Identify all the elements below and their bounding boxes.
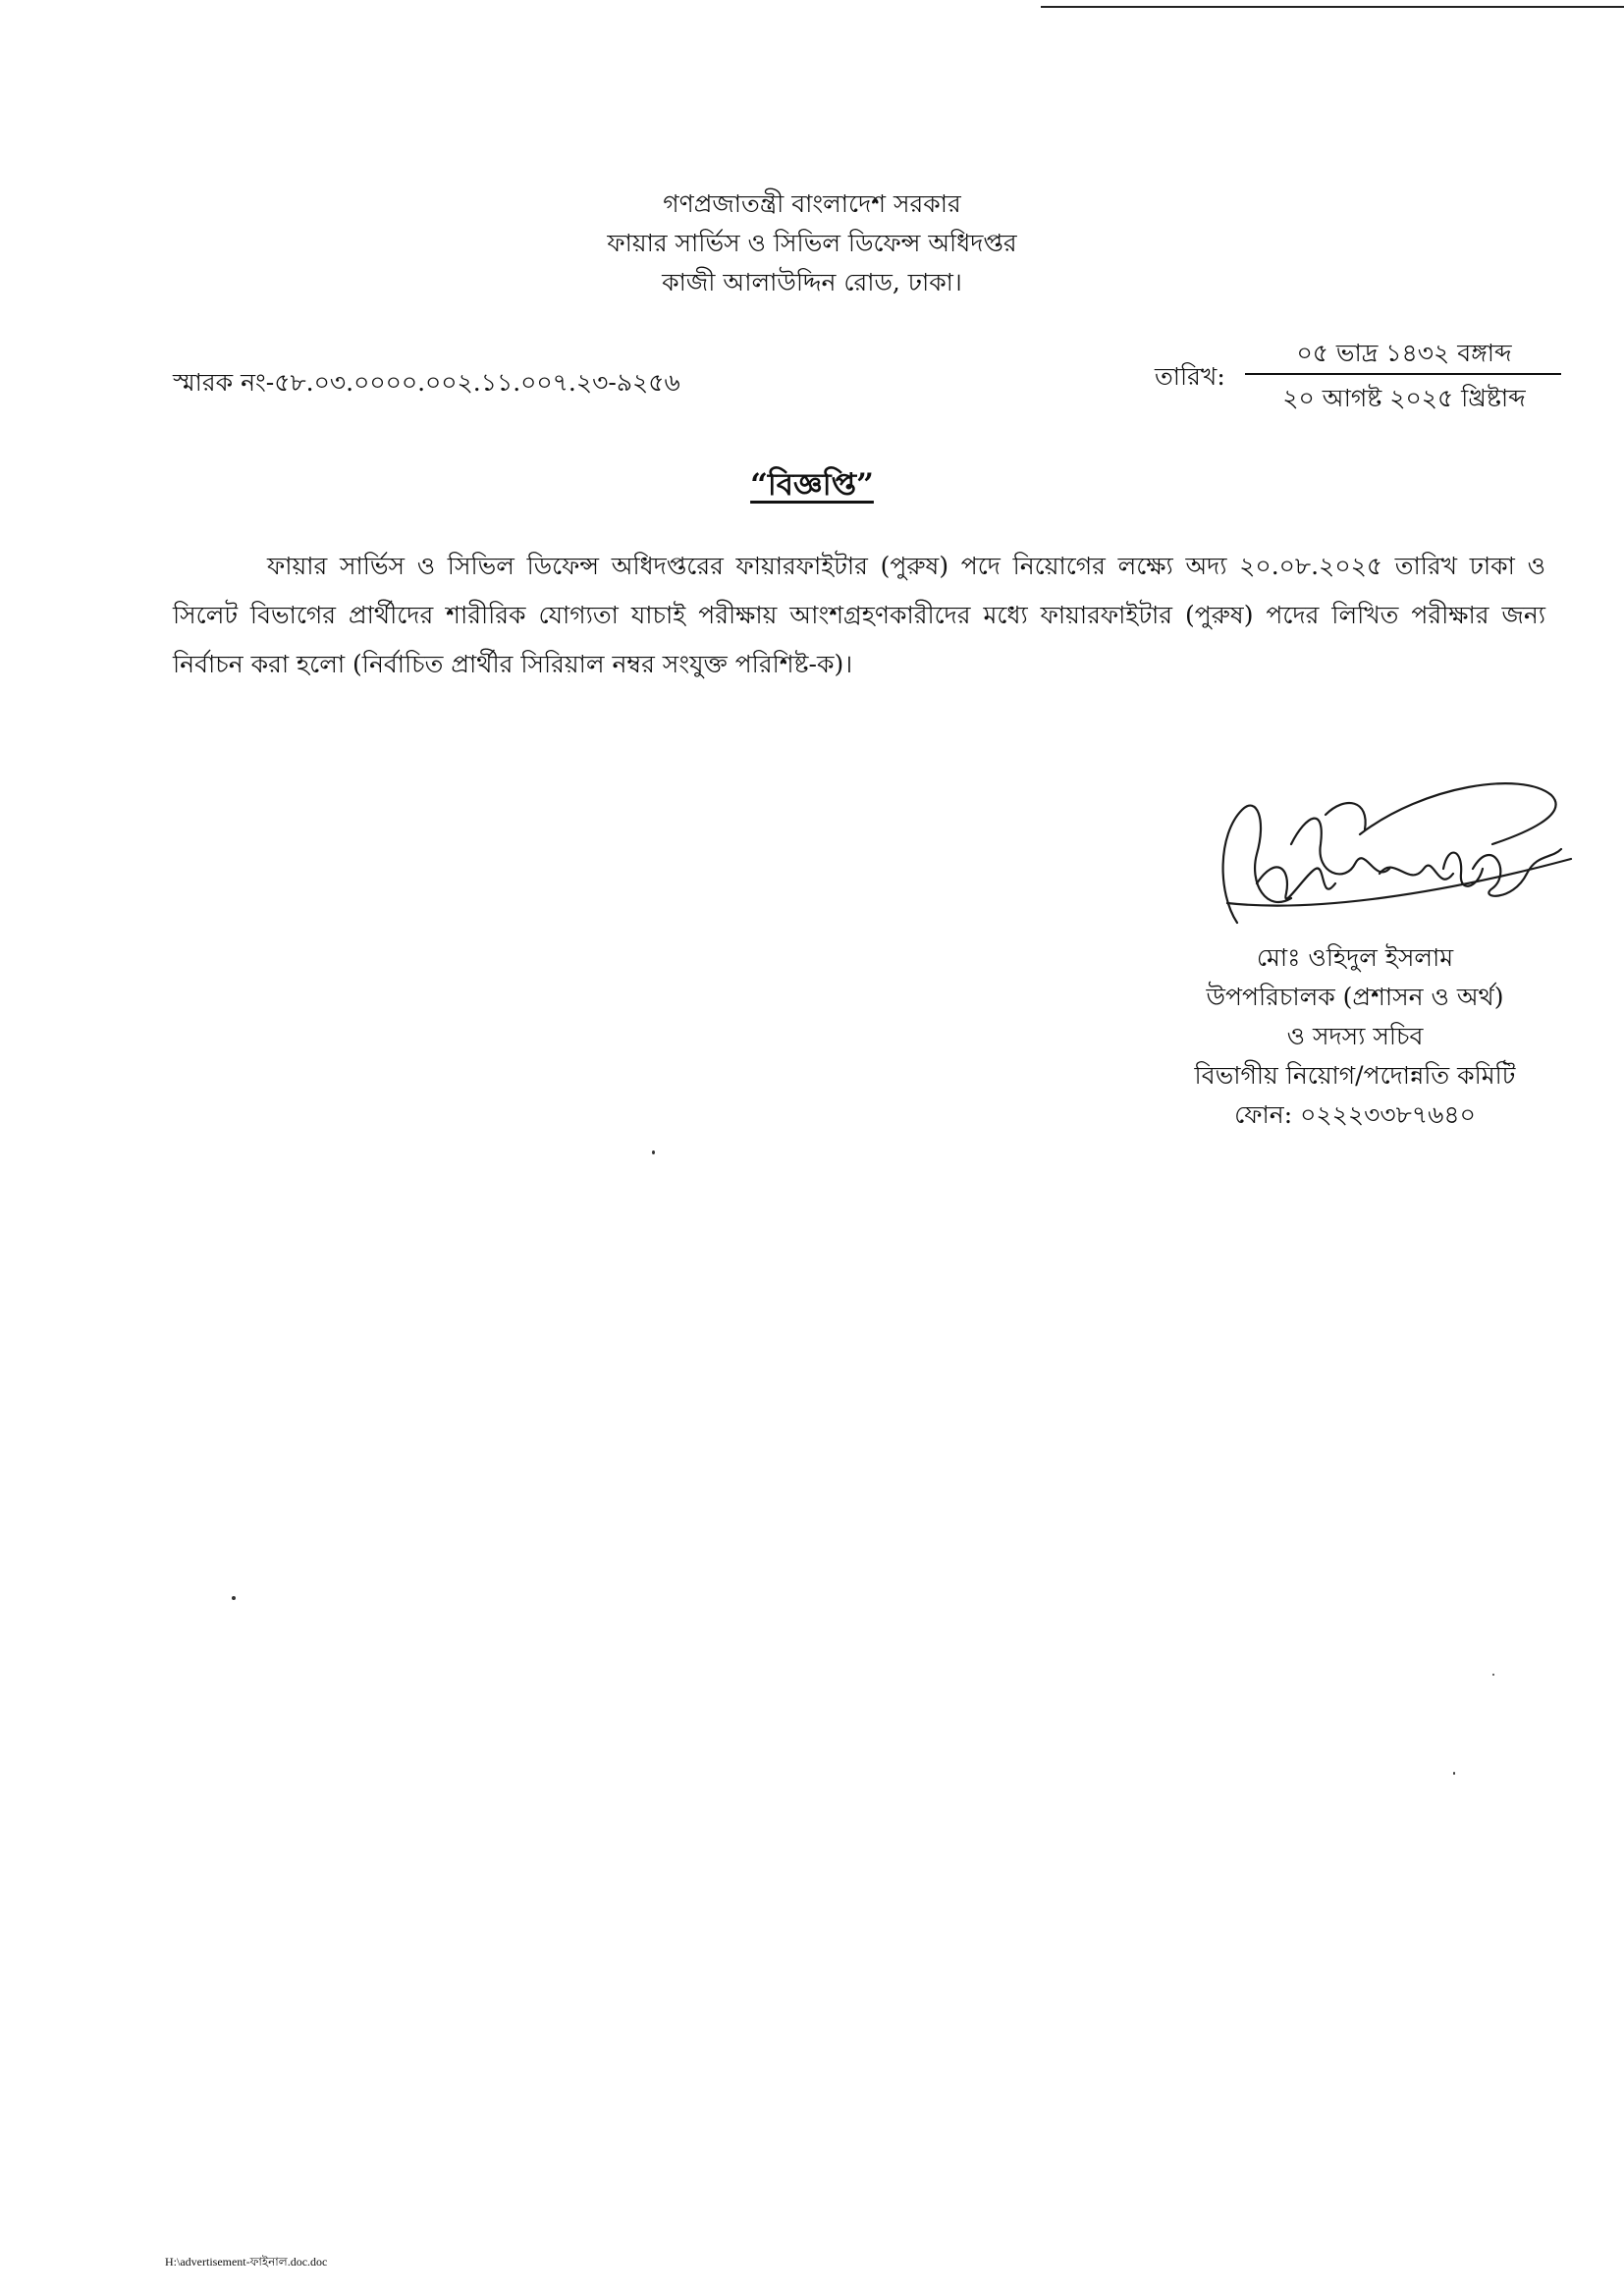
top-edge-rule xyxy=(1041,6,1624,8)
letterhead-department: ফায়ার সার্ভিস ও সিভিল ডিফেন্স অধিদপ্তর xyxy=(607,229,1017,257)
signatory-role: ও সদস্য সচিব xyxy=(1286,1022,1424,1050)
handwritten-signature xyxy=(1198,775,1581,952)
signatory-designation: উপপরিচালক (প্রশাসন ও অর্থ) xyxy=(1206,983,1504,1011)
scan-speck xyxy=(652,1150,655,1154)
date-bangla: ০৫ ভাদ্র ১৪৩২ বঙ্গাব্দ xyxy=(1296,339,1512,367)
date-label: তারিখ: xyxy=(1155,362,1225,391)
signatory-name: মোঃ ওহিদুল ইসলাম xyxy=(1256,943,1454,972)
signatory-block xyxy=(1149,938,1561,1135)
scan-speck xyxy=(1492,1674,1494,1676)
notice-body: ফায়ার সার্ভিস ও সিভিল ডিফেন্স অধিদপ্তরের ফায়ারফাইটার (পুরুষ) পদে নিয়োগের লক্ষ্যে অদ্য ২০.০৮.২০২৫ তারিখ ঢাকা ও সিলেট বিভাগের প্রার্থীদের শারীরিক যোগ্যতা যাচাই পরীক্ষায় আংশগ্রহণকারীদের মধ্যে ফায়ারফাইটার (পুরুষ) পদের লিখিত পরীক্ষার জন্য নির্বাচন করা হলো (নির্বাচিত প্রার্থীর সিরিয়াল নম্বর সংযুক্ত পরিশিষ্ট-ক)। xyxy=(173,552,1545,678)
signatory-phone: ফোন: ০২২২৩৩৮৭৬৪০ xyxy=(1234,1100,1476,1129)
memo-reference: স্মারক নং-৫৮.০৩.০০০০.০০২.১১.০০৭.২৩-৯২৫৬ xyxy=(173,368,680,397)
date-english: ২০ আগষ্ট ২০২৫ খ্রিষ্টাব্দ xyxy=(1282,384,1526,412)
notice-title: “বিজ্ঞপ্তি” xyxy=(750,467,874,503)
scan-speck xyxy=(1453,1772,1455,1775)
date-divider xyxy=(1245,373,1561,375)
letterhead xyxy=(491,185,1133,302)
signatory-committee: বিভাগীয় নিয়োগ/পদোন্নতি কমিটি xyxy=(1194,1061,1516,1090)
date-block xyxy=(1155,334,1567,412)
footer-file-path: H:\advertisement-ফাইনাল.doc.doc xyxy=(165,2255,328,2269)
letterhead-address: কাজী আলাউদ্দিন রোড, ঢাকা। xyxy=(662,268,962,296)
letterhead-government: গণপ্রজাতন্ত্রী বাংলাদেশ সরকার xyxy=(663,189,961,218)
scan-speck xyxy=(232,1596,236,1600)
